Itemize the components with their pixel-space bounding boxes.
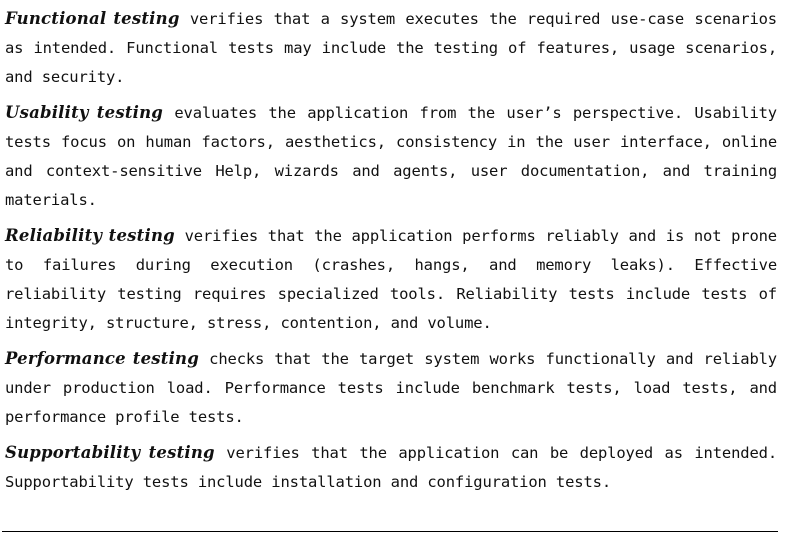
paragraph-usability-testing — [5, 98, 777, 215]
paragraph-reliability-testing — [5, 221, 777, 338]
term-reliability-testing: Reliability testing — [5, 226, 175, 245]
term-functional-testing: Functional testing — [5, 9, 180, 28]
document-body — [5, 4, 777, 503]
paragraph-performance-testing — [5, 344, 777, 432]
footnote-divider — [2, 531, 778, 532]
paragraph-functional-testing — [5, 4, 777, 92]
definition-performance-testing: checks that the target system works functionally and reliably under production load. Performance tests include benchmark tests, load tests, and performance profile tests. — [5, 350, 777, 426]
definition-reliability-testing: verifies that the application performs reliably and is not prone to failures during execution (crashes, hangs, and memory leaks). Effective reliability testing requires specialized tools. Reliability tests include tests of integrity, structure, stress, contention, and volume. — [5, 227, 777, 332]
definition-functional-testing: verifies that a system executes the required use-case scenarios as intended. Functional tests may include the testing of features, usage scenarios, and security. — [5, 10, 777, 86]
term-usability-testing: Usability testing — [5, 103, 164, 122]
term-performance-testing: Performance testing — [5, 349, 199, 368]
definition-usability-testing: evaluates the application from the user’s perspective. Usability tests focus on human factors, aesthetics, consistency in the user interface, online and context-sensitive Help, wizards and agents, user documentation, and training materials. — [5, 104, 777, 209]
paragraph-supportability-testing — [5, 438, 777, 497]
term-supportability-testing: Supportability testing — [5, 443, 215, 462]
definition-supportability-testing: verifies that the application can be deployed as intended. Supportability tests include installation and configuration tests. — [5, 444, 777, 491]
